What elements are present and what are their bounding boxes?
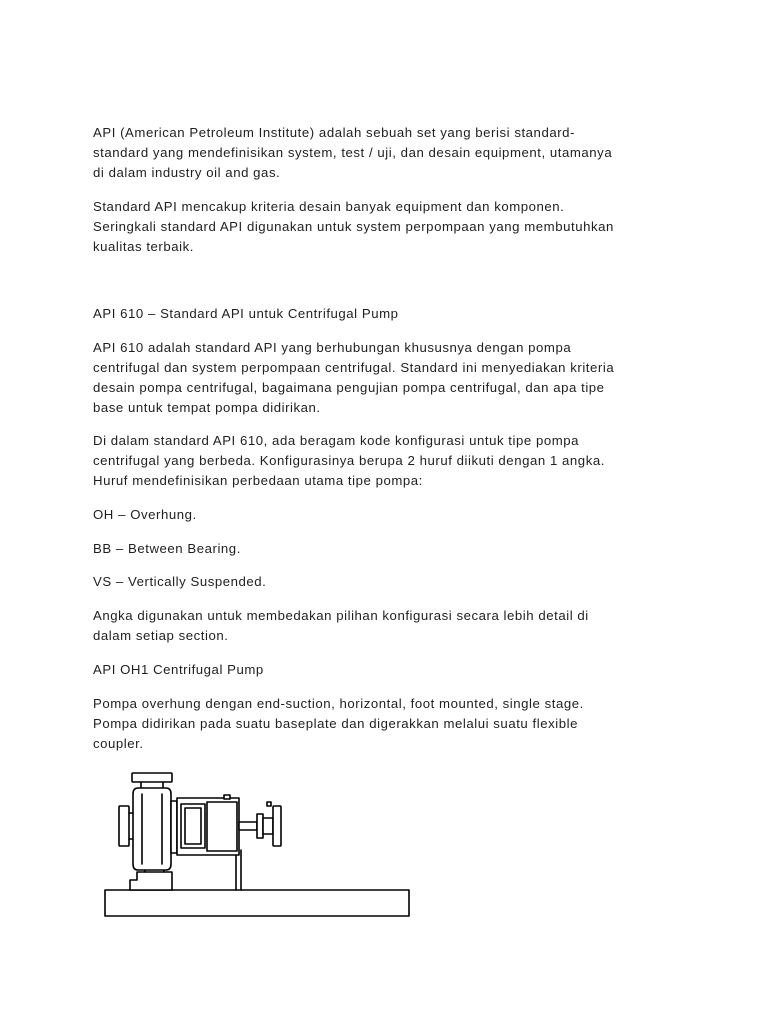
- number-meaning-paragraph: Angka digunakan untuk membedakan pilihan konfigurasi secara lebih detail di dalam setiap section.: [93, 608, 589, 643]
- coupling-bolt-top: [267, 802, 271, 806]
- suction-flange: [119, 806, 129, 846]
- discharge-flange: [132, 773, 172, 782]
- intro-paragraph: API (American Petroleum Institute) adalah sebuah set yang berisi standard- standard yang mendefinisikan system, test / uji, dan desain equipment, utamanya di dalam industry oil and gas.: [93, 125, 613, 180]
- bearing-vent: [224, 795, 230, 799]
- section-heading-api-610: API 610 – Standard API untuk Centrifugal Pump: [93, 306, 399, 321]
- pump-shaft: [239, 822, 257, 830]
- casing-cover: [171, 801, 177, 853]
- code-item-oh: OH – Overhung.: [93, 507, 197, 522]
- section-heading-oh1: API OH1 Centrifugal Pump: [93, 662, 264, 677]
- bearing-support-leg: [236, 850, 241, 890]
- api-610-description-paragraph: API 610 adalah standard API yang berhubungan khususnya dengan pompa centrifugal dan system perpompaan centrifugal. Standard ini menyediakan kriteria desain pompa centrifugal, bagaimana pengujian pompa centrifugal, dan apa tipe base untuk tempat pompa didirikan.: [93, 340, 615, 415]
- oh1-description-paragraph: Pompa overhung dengan end-suction, horizontal, foot mounted, single stage. Pompa didirikan pada suatu baseplate dan digerakkan melalui suatu flexible coupler.: [93, 696, 584, 751]
- scope-paragraph: Standard API mencakup kriteria desain banyak equipment dan komponen. Seringkali standard API digunakan untuk system perpompaan yang membutuhkan kualitas terbaik.: [93, 199, 614, 254]
- pump-drawing-icon: [100, 766, 414, 922]
- coupling-spacer: [263, 818, 273, 834]
- pump-foot: [130, 872, 172, 890]
- configuration-code-paragraph: Di dalam standard API 610, ada beragam kode konfigurasi untuk tipe pompa centrifugal yang berbeda. Konfigurasinya berupa 2 huruf diikuti dengan 1 angka. Huruf mendefinisikan perbedaan utama tipe pompa:: [93, 433, 605, 488]
- coupling-hub-right: [273, 806, 281, 846]
- volute-casing: [133, 788, 171, 870]
- baseplate: [105, 890, 409, 916]
- code-item-bb: BB – Between Bearing.: [93, 541, 241, 556]
- discharge-nozzle-neck: [141, 782, 163, 788]
- bearing-frame-window-inner: [185, 808, 201, 844]
- coupling-hub-left: [257, 814, 263, 838]
- oh1-pump-figure: [100, 766, 414, 922]
- code-item-vs: VS – Vertically Suspended.: [93, 574, 267, 589]
